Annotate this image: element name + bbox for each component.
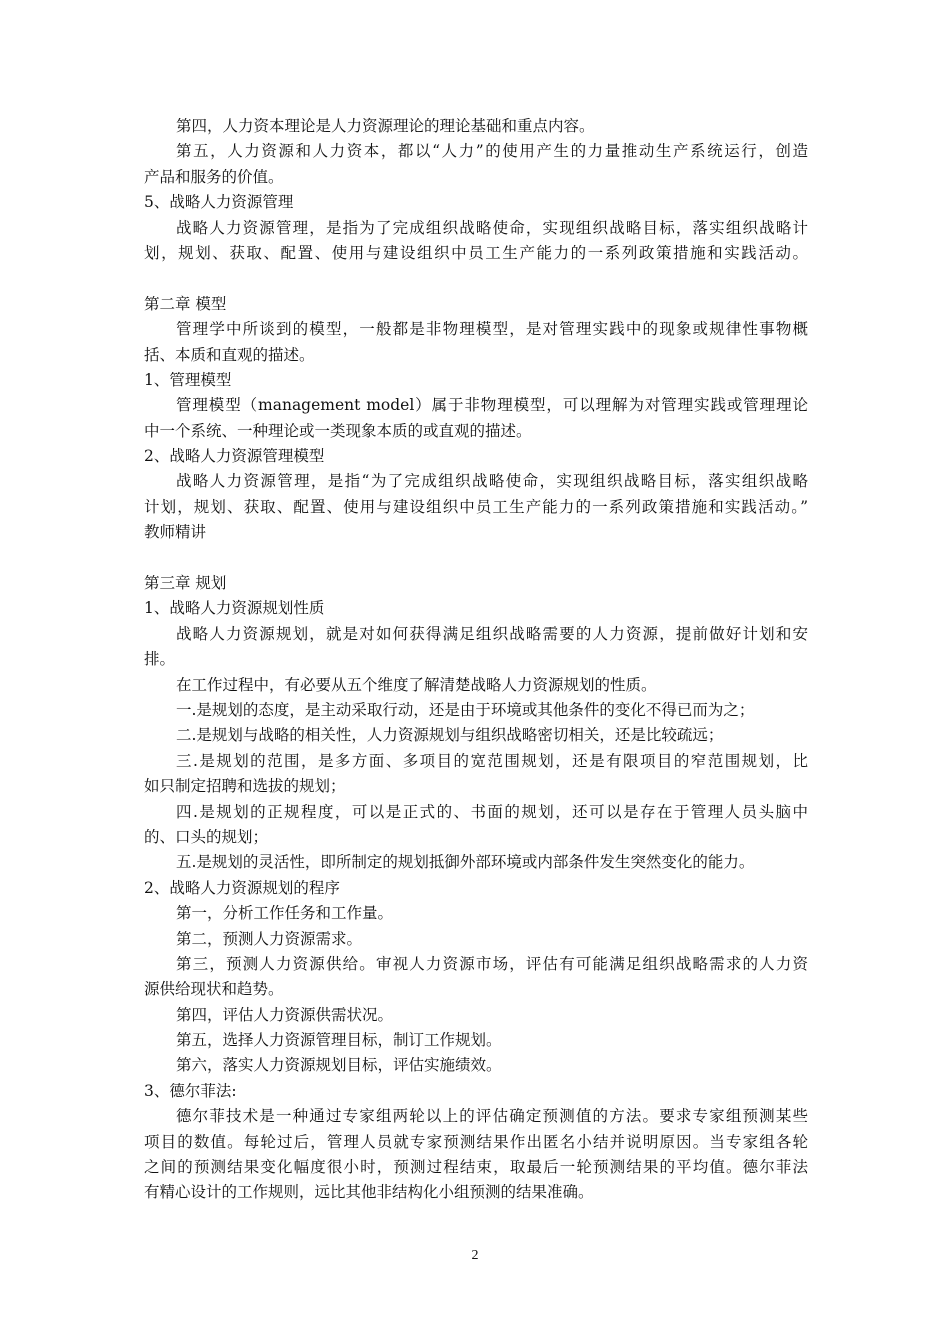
section-heading: 1、战略人力资源规划性质 — [144, 599, 325, 618]
paragraph-line: 管理模型（management model）属于非物理模型，可以理解为对管理实践或管理理论 — [176, 396, 808, 415]
paragraph-line: 在工作过程中，有必要从五个维度了解清楚战略人力资源规划的性质。 — [176, 675, 657, 694]
paragraph-line: 产品和服务的价值。 — [144, 167, 284, 186]
paragraph-line: 第五，人力资源和人力资本，都以“人力”的使用产生的力量推动生产系统运行，创造 — [176, 142, 808, 161]
list-item: 三.是规划的范围，是多方面、多项目的宽范围规划，还是有限项目的窄范围规划，比 — [176, 751, 808, 770]
section-heading: 2、战略人力资源管理模型 — [144, 447, 325, 466]
paragraph-line: 源供给现状和趋势。 — [144, 980, 284, 999]
section-heading: 2、战略人力资源规划的程序 — [144, 878, 340, 897]
paragraph-line: 战略人力资源管理，是指“为了完成组织战略使命，实现组织战略目标，落实组织战略 — [176, 472, 808, 491]
list-item: 五.是规划的灵活性，即所制定的规划抵御外部环境或内部条件发生突然变化的能力。 — [176, 853, 755, 872]
paragraph-line: 第四，人力资本理论是人力资源理论的理论基础和重点内容。 — [176, 117, 595, 135]
section-heading: 5、战略人力资源管理 — [144, 193, 294, 212]
paragraph-line: 战略人力资源管理，是指为了完成组织战略使命，实现组织战略目标，落实组织战略计 — [176, 218, 808, 237]
paragraph-line: 德尔菲技术是一种通过专家组两轮以上的评估确定预测值的方法。要求专家组预测某些 — [176, 1107, 808, 1126]
list-item: 第四，评估人力资源供需状况。 — [176, 1005, 394, 1024]
list-item: 第五，选择人力资源管理目标，制订工作规划。 — [176, 1031, 502, 1050]
list-item: 二.是规划与战略的相关性，人力资源规划与组织战略密切相关，还是比较疏远； — [176, 726, 724, 745]
section-heading: 1、管理模型 — [144, 370, 232, 389]
paragraph-line: 有精心设计的工作规则，远比其他非结构化小组预测的结果准确。 — [144, 1183, 594, 1202]
paragraph-line: 的、口头的规划； — [144, 827, 269, 846]
list-item: 一.是规划的态度，是主动采取行动，还是由于环境或其他条件的变化不得已而为之； — [176, 700, 755, 719]
paragraph-line: 如只制定招聘和选拔的规划； — [144, 777, 346, 796]
paragraph-line: 之间的预测结果变化幅度很小时，预测过程结束，取最后一轮预测结果的平均值。德尔菲法 — [144, 1158, 808, 1177]
section-heading: 3、德尔菲法: — [144, 1081, 237, 1100]
paragraph-line: 战略人力资源规划，就是对如何获得满足组织战略需要的人力资源，提前做好计划和安 — [176, 624, 808, 643]
paragraph-line: 中一个系统、一种理论或一类现象本质的或直观的描述。 — [144, 421, 532, 440]
page-number: 2 — [471, 1248, 479, 1263]
blank-line — [144, 266, 808, 291]
list-item: 第一，分析工作任务和工作量。 — [176, 904, 394, 923]
paragraph-line: 教师精讲 — [144, 523, 207, 542]
paragraph-line: 划，规划、获取、配置、使用与建设组织中员工生产能力的一系列政策措施和实践活动。 — [144, 243, 808, 262]
page-body — [144, 114, 808, 1206]
paragraph-line: 计划，规划、获取、配置、使用与建设组织中员工生产能力的一系列政策措施和实践活动。” — [144, 497, 808, 516]
list-item: 四.是规划的正规程度，可以是正式的、书面的规划，还可以是存在于管理人员头脑中 — [176, 802, 808, 821]
list-item: 第二，预测人力资源需求。 — [176, 929, 363, 948]
paragraph-line: 排。 — [144, 650, 176, 669]
list-item: 第六，落实人力资源规划目标，评估实施绩效。 — [176, 1056, 502, 1075]
paragraph-line: 项目的数值。每轮过后，管理人员就专家预测结果作出匿名小结并说明原因。当专家组各轮 — [144, 1132, 808, 1151]
list-item: 第三，预测人力资源供给。审视人力资源市场，评估有可能满足组织战略需求的人力资 — [176, 954, 808, 973]
blank-line — [144, 546, 808, 571]
paragraph-line: 管理学中所谈到的模型，一般都是非物理模型，是对管理实践中的现象或规律性事物概 — [176, 320, 808, 339]
chapter-heading: 第二章 模型 — [144, 294, 227, 313]
paragraph-line: 括、本质和直观的描述。 — [144, 345, 315, 364]
chapter-heading: 第三章 规划 — [144, 574, 227, 593]
